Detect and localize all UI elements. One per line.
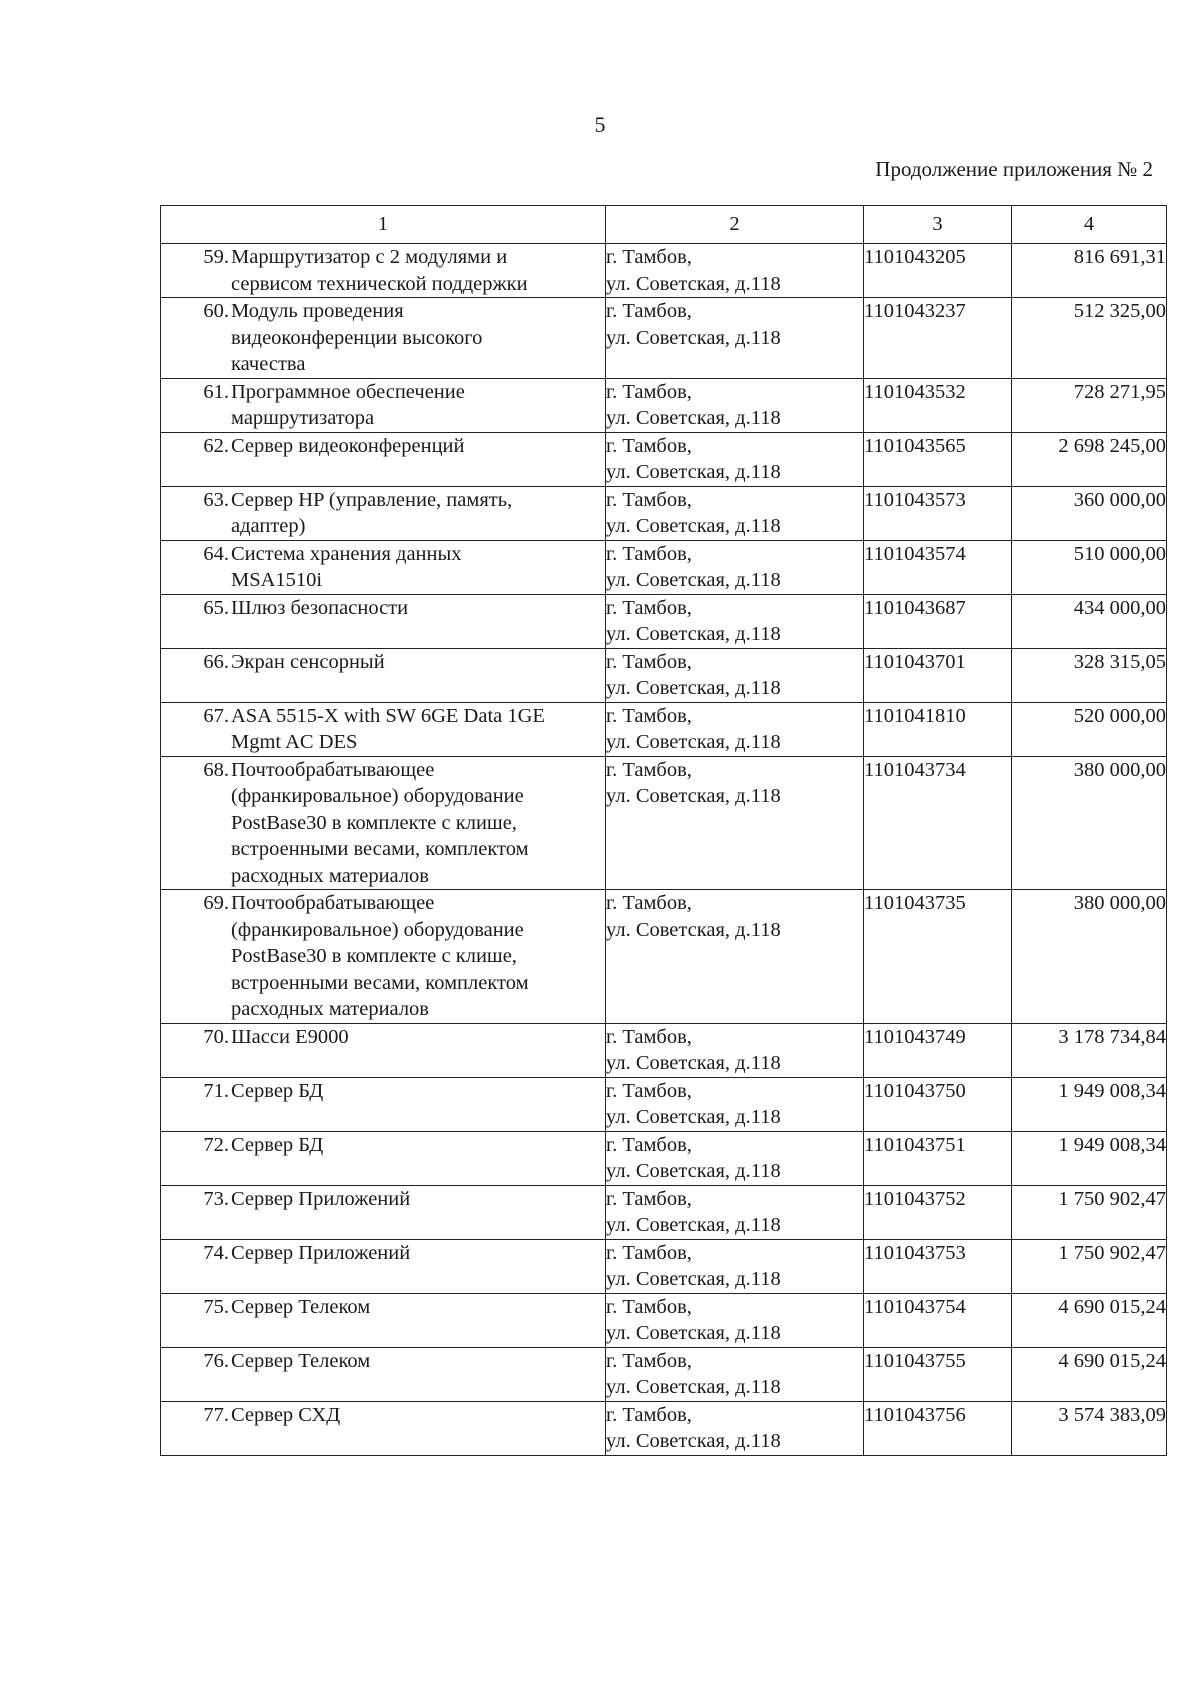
item-name-cell <box>161 432 606 486</box>
table-row <box>161 1239 1167 1293</box>
inventory-code-cell: 1101043701 <box>864 648 1012 702</box>
address-line: г. Тамбов, <box>606 1241 692 1264</box>
address-line: г. Тамбов, <box>606 1187 692 1210</box>
table-body <box>161 244 1167 1456</box>
column-header-2: 2 <box>606 206 864 244</box>
address-line: ул. Советская, д.118 <box>606 918 781 941</box>
item-name-cell <box>161 648 606 702</box>
appendix-continuation-label: Продолжение приложения № 2 <box>875 157 1153 181</box>
item-name-cell <box>161 756 606 890</box>
item-name-cell <box>161 1185 606 1239</box>
address-line: ул. Советская, д.118 <box>606 1052 781 1074</box>
item-name-line: Программное обеспечение <box>231 380 465 403</box>
address-cell <box>606 540 864 594</box>
item-name <box>231 890 591 1023</box>
table-row <box>161 702 1167 756</box>
address-line: г. Тамбов, <box>606 380 692 403</box>
amount-cell: 3 178 734,84 <box>1012 1023 1167 1077</box>
item-name-line: Шасси E9000 <box>231 1025 349 1048</box>
item-name <box>231 433 591 460</box>
address-cell <box>606 1077 864 1131</box>
item-name-cell <box>161 298 606 379</box>
item-name <box>231 1402 591 1429</box>
amount-cell: 328 315,05 <box>1012 648 1167 702</box>
table-row <box>161 890 1167 1024</box>
address-line: г. Тамбов, <box>606 704 692 727</box>
item-name-cell <box>161 540 606 594</box>
address-line: ул. Советская, д.118 <box>606 1106 781 1128</box>
item-number: 73. <box>203 1187 229 1210</box>
item-number: 63. <box>203 488 229 511</box>
inventory-code-cell: 1101043574 <box>864 540 1012 594</box>
inventory-code-cell: 1101043687 <box>864 594 1012 648</box>
item-number: 65. <box>203 596 229 619</box>
amount-cell: 728 271,95 <box>1012 378 1167 432</box>
address-line: ул. Советская, д.118 <box>606 461 781 483</box>
item-name-line: расходных материалов <box>231 864 429 887</box>
item-name <box>231 1294 591 1321</box>
address-line: ул. Советская, д.118 <box>606 731 781 753</box>
address-line: ул. Советская, д.118 <box>606 1430 781 1452</box>
amount-cell: 360 000,00 <box>1012 486 1167 540</box>
item-name-line: Сервер БД <box>231 1079 324 1102</box>
item-number: 62. <box>203 434 229 457</box>
address-cell <box>606 702 864 756</box>
item-name-line: сервисом технической поддержки <box>231 272 528 295</box>
item-name-line: Почтообрабатывающее <box>231 758 435 781</box>
item-name-line: Сервер Приложений <box>231 1241 411 1264</box>
item-name-cell <box>161 1239 606 1293</box>
item-name-line: Шлюз безопасности <box>231 596 409 619</box>
item-name-line: встроенными весами, комплектом <box>231 971 529 994</box>
address-line: г. Тамбов, <box>606 892 692 914</box>
address-line: г. Тамбов, <box>606 1403 692 1426</box>
item-name-line: расходных материалов <box>231 998 429 1020</box>
address-line: г. Тамбов, <box>606 1025 692 1048</box>
item-number: 76. <box>203 1349 229 1372</box>
table-header-row <box>161 206 1167 244</box>
table-row <box>161 1023 1167 1077</box>
item-name <box>231 379 591 432</box>
item-number: 64. <box>203 542 229 565</box>
inventory-code-cell: 1101043532 <box>864 378 1012 432</box>
item-name-line: Сервер Телеком <box>231 1349 371 1372</box>
item-name-cell <box>161 486 606 540</box>
address-cell <box>606 1401 864 1455</box>
table-row <box>161 432 1167 486</box>
inventory-code-cell: 1101043750 <box>864 1077 1012 1131</box>
address-cell <box>606 1131 864 1185</box>
address-line: г. Тамбов, <box>606 246 692 268</box>
item-name <box>231 541 591 594</box>
address-line: ул. Советская, д.118 <box>606 1376 781 1398</box>
table-row <box>161 540 1167 594</box>
item-number: 71. <box>203 1079 229 1102</box>
address-line: г. Тамбов, <box>606 488 692 511</box>
item-name-cell <box>161 1293 606 1347</box>
item-name-line: (франкировальное) оборудование <box>231 918 524 941</box>
inventory-code-cell: 1101043237 <box>864 298 1012 379</box>
address-cell <box>606 890 864 1024</box>
address-cell <box>606 1185 864 1239</box>
item-name-line: Модуль проведения <box>231 300 404 322</box>
inventory-code-cell: 1101043565 <box>864 432 1012 486</box>
address-cell <box>606 244 864 298</box>
item-number: 61. <box>203 380 229 403</box>
amount-cell: 816 691,31 <box>1012 244 1167 298</box>
item-name-line: видеоконференции высокого <box>231 326 483 349</box>
table-row <box>161 244 1167 298</box>
amount-cell: 510 000,00 <box>1012 540 1167 594</box>
item-name <box>231 1078 591 1105</box>
address-line: г. Тамбов, <box>606 596 692 619</box>
item-name-line: адаптер) <box>231 515 306 537</box>
address-line: ул. Советская, д.118 <box>606 785 781 807</box>
table-row <box>161 378 1167 432</box>
item-name-cell <box>161 378 606 432</box>
amount-cell: 2 698 245,00 <box>1012 432 1167 486</box>
inventory-code-cell: 1101043756 <box>864 1401 1012 1455</box>
column-header-4: 4 <box>1012 206 1167 244</box>
item-name <box>231 595 591 622</box>
address-cell <box>606 1293 864 1347</box>
address-cell <box>606 1239 864 1293</box>
inventory-code-cell: 1101043749 <box>864 1023 1012 1077</box>
address-line: г. Тамбов, <box>606 758 692 781</box>
item-name <box>231 649 591 676</box>
item-name-cell <box>161 1347 606 1401</box>
amount-cell: 4 690 015,24 <box>1012 1347 1167 1401</box>
address-cell <box>606 486 864 540</box>
table-row <box>161 1293 1167 1347</box>
inventory-code-cell: 1101043573 <box>864 486 1012 540</box>
item-name <box>231 1024 591 1051</box>
item-name-line: Сервер Приложений <box>231 1187 411 1210</box>
item-name-line: маршрутизатора <box>231 407 375 429</box>
item-name <box>231 487 591 540</box>
item-number: 69. <box>203 892 229 914</box>
amount-cell: 380 000,00 <box>1012 890 1167 1024</box>
item-name <box>231 1186 591 1213</box>
address-line: г. Тамбов, <box>606 434 692 457</box>
item-name-cell <box>161 1077 606 1131</box>
inventory-table <box>160 205 1167 1456</box>
table-row <box>161 594 1167 648</box>
item-number: 74. <box>203 1241 229 1264</box>
item-name-line: встроенными весами, комплектом <box>231 838 529 860</box>
item-name <box>231 1348 591 1375</box>
address-line: ул. Советская, д.118 <box>606 623 781 645</box>
column-header-3: 3 <box>864 206 1012 244</box>
item-name-line: Маршрутизатор с 2 модулями и <box>231 246 508 268</box>
inventory-code-cell: 1101043752 <box>864 1185 1012 1239</box>
item-name-cell <box>161 244 606 298</box>
address-line: ул. Советская, д.118 <box>606 1322 781 1344</box>
address-line: ул. Советская, д.118 <box>606 326 781 349</box>
address-line: ул. Советская, д.118 <box>606 1214 781 1236</box>
address-line: ул. Советская, д.118 <box>606 677 781 699</box>
address-line: ул. Советская, д.118 <box>606 1268 781 1290</box>
amount-cell: 4 690 015,24 <box>1012 1293 1167 1347</box>
inventory-code-cell: 1101043754 <box>864 1293 1012 1347</box>
item-name-cell <box>161 594 606 648</box>
item-name <box>231 1240 591 1267</box>
address-line: г. Тамбов, <box>606 542 692 565</box>
item-number: 66. <box>203 650 229 673</box>
item-name <box>231 244 591 297</box>
amount-cell: 520 000,00 <box>1012 702 1167 756</box>
amount-cell: 1 750 902,47 <box>1012 1185 1167 1239</box>
address-cell <box>606 648 864 702</box>
table-row <box>161 1077 1167 1131</box>
address-line: ул. Советская, д.118 <box>606 407 781 429</box>
item-name-cell <box>161 1131 606 1185</box>
item-number: 75. <box>203 1295 229 1318</box>
address-cell <box>606 1023 864 1077</box>
address-cell <box>606 298 864 379</box>
address-line: ул. Советская, д.118 <box>606 1160 781 1182</box>
amount-cell: 3 574 383,09 <box>1012 1401 1167 1455</box>
address-line: г. Тамбов, <box>606 1295 692 1318</box>
address-cell <box>606 756 864 890</box>
address-line: ул. Советская, д.118 <box>606 272 781 295</box>
item-name-line: PostBase30 в комплекте с клише, <box>231 945 517 967</box>
table-row <box>161 1185 1167 1239</box>
item-name-line: Mgmt AC DES <box>231 731 358 753</box>
amount-cell: 380 000,00 <box>1012 756 1167 890</box>
item-name-line: Сервер Телеком <box>231 1295 371 1318</box>
table-row <box>161 298 1167 379</box>
inventory-code-cell: 1101043735 <box>864 890 1012 1024</box>
inventory-code-cell: 1101043755 <box>864 1347 1012 1401</box>
address-line: г. Тамбов, <box>606 1133 692 1156</box>
table-row <box>161 1401 1167 1455</box>
amount-cell: 1 949 008,34 <box>1012 1077 1167 1131</box>
item-name-line: Почтообрабатывающее <box>231 892 435 914</box>
item-number: 68. <box>203 758 229 781</box>
address-cell <box>606 432 864 486</box>
item-name-line: Экран сенсорный <box>231 650 385 673</box>
item-name-line: качества <box>231 353 306 375</box>
table-row <box>161 486 1167 540</box>
item-number: 59. <box>203 246 229 268</box>
item-number: 67. <box>203 704 229 727</box>
address-cell <box>606 1347 864 1401</box>
address-line: ул. Советская, д.118 <box>606 569 781 591</box>
item-name-line: (франкировальное) оборудование <box>231 785 524 807</box>
item-name <box>231 757 591 890</box>
item-name-line: Сервер БД <box>231 1133 324 1156</box>
item-name-cell <box>161 1023 606 1077</box>
item-name <box>231 1132 591 1159</box>
item-number: 72. <box>203 1133 229 1156</box>
item-name <box>231 298 591 378</box>
inventory-code-cell: 1101043734 <box>864 756 1012 890</box>
item-name-line: ASA 5515-X with SW 6GE Data 1GE <box>231 704 545 727</box>
item-name <box>231 703 591 756</box>
address-line: г. Тамбов, <box>606 1349 692 1372</box>
table-row <box>161 1131 1167 1185</box>
item-name-line: MSA1510i <box>231 569 323 591</box>
amount-cell: 434 000,00 <box>1012 594 1167 648</box>
inventory-code-cell: 1101043753 <box>864 1239 1012 1293</box>
item-name-line: Сервер СХД <box>231 1403 341 1426</box>
table-row <box>161 756 1167 890</box>
inventory-code-cell: 1101043205 <box>864 244 1012 298</box>
item-name-line: PostBase30 в комплекте с клише, <box>231 811 517 834</box>
item-name-line: Система хранения данных <box>231 542 462 565</box>
inventory-code-cell: 1101041810 <box>864 702 1012 756</box>
table-row <box>161 1347 1167 1401</box>
item-name-line: Сервер видеоконференций <box>231 434 465 457</box>
item-number: 70. <box>203 1025 229 1048</box>
item-name-cell <box>161 1401 606 1455</box>
item-name-line: Сервер HP (управление, память, <box>231 488 513 511</box>
address-line: г. Тамбов, <box>606 1079 692 1102</box>
item-number: 60. <box>203 300 229 322</box>
amount-cell: 1 750 902,47 <box>1012 1239 1167 1293</box>
address-line: г. Тамбов, <box>606 650 692 673</box>
column-header-1: 1 <box>161 206 606 244</box>
amount-cell: 1 949 008,34 <box>1012 1131 1167 1185</box>
page-number: 5 <box>594 112 606 137</box>
item-name-cell <box>161 890 606 1024</box>
table-row <box>161 648 1167 702</box>
item-number: 77. <box>203 1403 229 1426</box>
item-name-cell <box>161 702 606 756</box>
address-line: г. Тамбов, <box>606 300 692 322</box>
address-line: ул. Советская, д.118 <box>606 515 781 537</box>
address-cell <box>606 378 864 432</box>
address-cell <box>606 594 864 648</box>
amount-cell: 512 325,00 <box>1012 298 1167 379</box>
inventory-code-cell: 1101043751 <box>864 1131 1012 1185</box>
